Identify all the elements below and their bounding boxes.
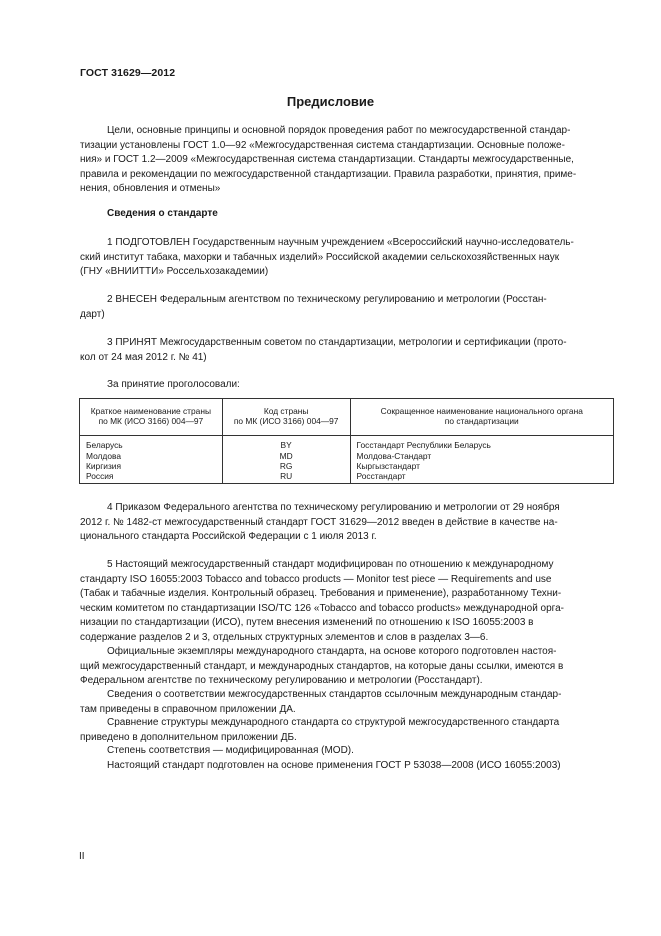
code-cell: MD — [222, 451, 350, 461]
text-line: там приведены в справочном приложении ДА. — [80, 703, 296, 715]
header-country-code — [222, 399, 350, 436]
text-line: ский институт табака, махорки и табачных изделий» Российской академии сельскохозяйственных наук — [80, 251, 560, 263]
header-line: по стандартизации — [444, 416, 519, 427]
text-line: Официальные экземпляры международного стандарта, на основе которого подготовлен настоя- — [107, 646, 557, 657]
document-header: ГОСТ 31629—2012 — [80, 67, 176, 79]
page-number: II — [79, 851, 85, 862]
text-line: ния» и ГОСТ 1.2—2009 «Межгосударственная система стандартизации. Стандарты межгосударственные, — [80, 154, 574, 166]
text-line: Настоящий стандарт подготовлен на основе применения ГОСТ Р 53038—2008 (ИСО 16055:2003) — [107, 760, 561, 771]
page-title: Предисловие — [286, 94, 375, 109]
table-row — [80, 461, 614, 471]
table-header-row — [80, 399, 614, 436]
text-line: правила и рекомендации по межгосударственной стандартизации. Правила разработки, принятия, приме- — [80, 168, 577, 180]
intro-paragraph — [80, 124, 615, 197]
text-line: ционального стандарта Российской Федерации с 1 июля 2013 г. — [80, 531, 377, 543]
header-line: по МК (ИСО 3166) 004—97 — [98, 416, 204, 427]
section-subheading: Сведения о стандарте — [107, 208, 218, 219]
header-country-name — [80, 399, 223, 436]
text-line: 3 ПРИНЯТ Межгосударственным советом по стандартизации, метрологии и сертификации (прото- — [107, 337, 567, 348]
text-line: Сравнение структуры международного стандарта со структурой межгосударственного стандарта — [107, 717, 560, 728]
code-cell: BY — [222, 436, 350, 451]
text-line: 2 ВНЕСЕН Федеральным агентством по техническому регулированию и метрологии (Росстан- — [107, 294, 547, 305]
body-cell: Росстандарт — [350, 471, 613, 484]
text-line: кол от 24 мая 2012 г. № 41) — [80, 351, 207, 363]
body-cell: Молдова-Стандарт — [350, 451, 613, 461]
header-line: по МК (ИСО 3166) 004—97 — [233, 416, 339, 427]
code-cell: RU — [222, 471, 350, 484]
text-line: Сведения о соответствии межгосударственных стандартов ссылочным международным стандар- — [107, 689, 562, 700]
body-cell: Госстандарт Республики Беларусь — [350, 436, 613, 451]
text-line: щий межгосударственный стандарт, и международных стандартов, на которые даны ссылки, имеются в — [80, 660, 564, 672]
vote-label: За принятие проголосовали: — [107, 379, 240, 390]
country-cell: Беларусь — [80, 436, 223, 451]
references-paragraph — [80, 688, 615, 717]
item-4-paragraph — [80, 501, 615, 545]
text-line: приведено в дополнительном приложении ДБ. — [80, 731, 297, 743]
degree-paragraph — [80, 744, 615, 759]
table-row — [80, 451, 614, 461]
countries-table — [79, 398, 614, 484]
text-line: 5 Настоящий межгосударственный стандарт модифицирован по отношению к международному — [107, 559, 554, 570]
text-line: (ГНУ «ВНИИТТИ» Россельхозакадемии) — [80, 266, 269, 278]
header-standards-body — [350, 399, 613, 436]
text-line: 2012 г. № 1482-ст межгосударственный стандарт ГОСТ 31629—2012 введен в действие в качестве на- — [80, 516, 558, 528]
text-line: нения, обновления и отмены» — [80, 183, 221, 195]
text-line: ческим комитетом по стандартизации ISO/TC 126 «Tobacco and tobacco products» международной орга- — [80, 602, 564, 614]
text-line: стандарту ISO 16055:2003 Tobacco and tobacco products — Monitor test piece — Requirements and use — [80, 573, 552, 585]
text-line: дарт) — [80, 308, 105, 320]
header-line: Сокращенное наименование национального органа — [380, 406, 583, 416]
official-copies-paragraph — [80, 645, 615, 689]
table-row — [80, 471, 614, 484]
item-2-paragraph — [80, 293, 615, 322]
text-line: 1 ПОДГОТОВЛЕН Государственным научным учреждением «Всероссийский научно-исследователь- — [107, 237, 574, 248]
body-cell: Кыргызстандарт — [350, 461, 613, 471]
header-line: Краткое наименование страны — [90, 406, 211, 416]
text-line: низации по стандартизации (ИСО), путем внесения изменений по отношению к ISO 16055:2003 в — [80, 617, 534, 629]
item-5-paragraph — [80, 558, 615, 646]
header-line: Код страны — [263, 406, 309, 416]
text-line: содержание разделов 2 и 3, отдельных структурных элементов и слов в разделах 3—6. — [80, 631, 489, 643]
code-cell: RG — [222, 461, 350, 471]
country-cell: Молдова — [80, 451, 223, 461]
text-line: тизации установлены ГОСТ 1.0—92 «Межгосударственная система стандартизации. Основные положе- — [80, 139, 565, 151]
based-on-paragraph — [80, 759, 615, 774]
text-line: Цели, основные принципы и основной порядок проведения работ по межгосударственной стандар- — [107, 125, 571, 136]
table-row — [80, 436, 614, 451]
country-cell: Киргизия — [80, 461, 223, 471]
text-line: (Табак и табачные изделия. Контрольный образец. Требования и применение), разработанному Техни- — [80, 588, 562, 600]
text-line: Степень соответствия — модифицированная (MOD). — [107, 745, 354, 756]
comparison-paragraph — [80, 716, 615, 745]
text-line: Федеральном агентстве по техническому регулированию и метрологии (Росстандарт). — [80, 675, 483, 687]
text-line: 4 Приказом Федерального агентства по техническому регулированию и метрологии от 29 ноября — [107, 502, 560, 513]
item-3-paragraph — [80, 336, 615, 365]
country-cell: Россия — [80, 471, 223, 484]
item-1-paragraph — [80, 236, 615, 280]
